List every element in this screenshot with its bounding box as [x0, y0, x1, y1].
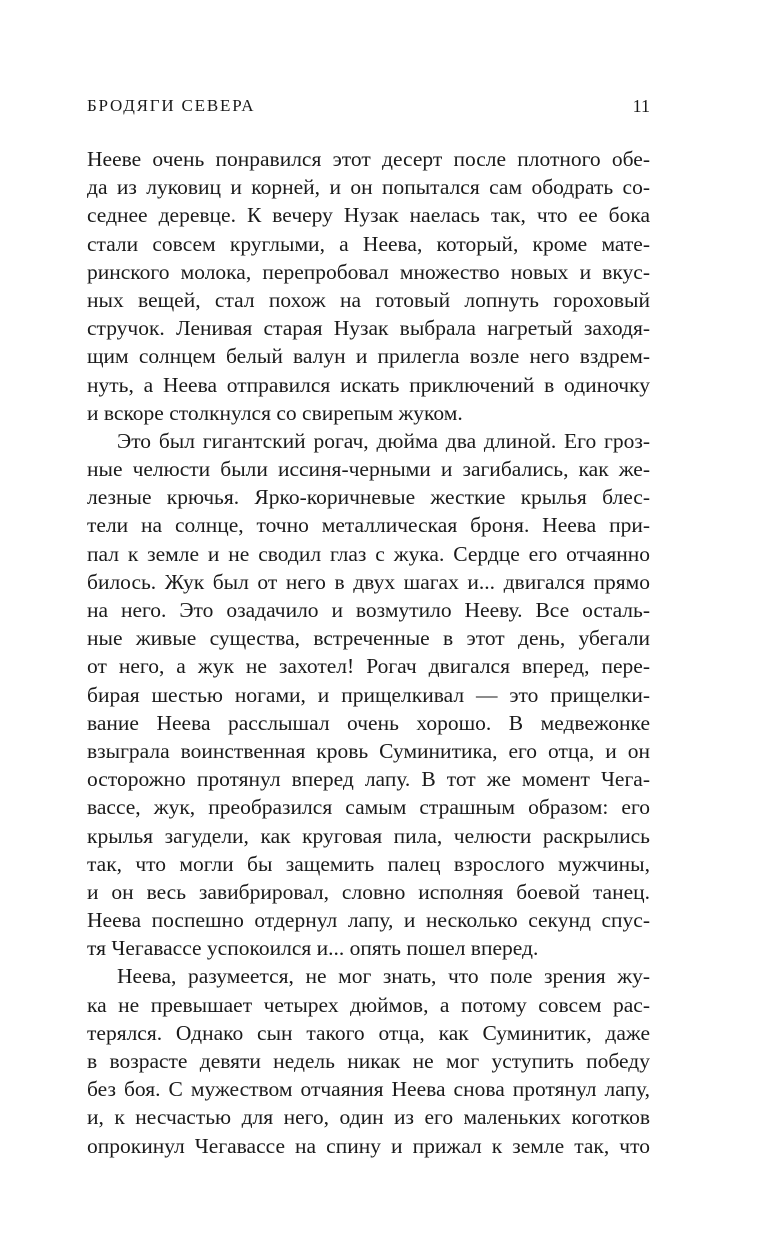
text-line: от него, а жук не захотел! Рогач двигался вперед, пере-	[87, 654, 650, 679]
text-line: стали совсем круглыми, а Неева, который, кроме мате-	[87, 231, 650, 256]
text-line: Это был гигантский рогач, дюйма два длиной. Его гроз-	[117, 428, 650, 453]
text-line: и он весь завибрировал, словно исполняя боевой танец.	[87, 879, 650, 904]
body-text	[87, 145, 650, 1160]
text-line: в возрасте девяти недель никак не мог уступить победу	[87, 1049, 650, 1073]
text-line: пал к земле и не сводил глаз с жука. Сердце его отчаянно	[87, 541, 650, 566]
text-line: седнее деревце. К вечеру Нузак наелась так, что ее бока	[87, 203, 650, 228]
paragraph	[87, 427, 650, 963]
text-line: так, что могли бы защемить палец взрослого мужчины,	[87, 851, 650, 876]
text-line: бирая шестью ногами, и прищелкивал — это прищелки-	[87, 682, 650, 707]
page-number: 11	[632, 96, 650, 116]
running-head	[87, 94, 650, 124]
text-line: нуть, а Неева отправился искать приключений в одиночку	[87, 372, 650, 397]
text-line: ных вещей, стал похож на готовый лопнуть гороховый	[87, 287, 650, 312]
text-line: осторожно протянул вперед лапу. В тот же момент Чега-	[87, 767, 650, 792]
text-line: ные живые существа, встреченные в этот день, убегали	[87, 626, 650, 651]
text-line: Неева, разумеется, не мог знать, что поле зрения жу-	[117, 964, 650, 989]
paragraph	[87, 962, 650, 1159]
text-line: ринского молока, перепробовал множество новых и вкус-	[87, 259, 650, 284]
text-line: Нееве очень понравился этот десерт после плотного обе-	[87, 147, 650, 171]
text-line: опрокинул Чегавассе на спину и прижал к земле так, что	[87, 1133, 650, 1158]
text-line: щим солнцем белый валун и прилегла возле него вздрем-	[87, 344, 650, 369]
text-line: крылья загудели, как круговая пила, челюсти раскрылись	[87, 823, 650, 848]
text-line: на него. Это озадачило и возмутило Нееву. Все осталь-	[87, 598, 650, 622]
text-line: лезные крючья. Ярко-коричневые жесткие крылья блес-	[87, 485, 650, 510]
text-line: ка не превышает четырех дюймов, а потому совсем рас-	[87, 992, 650, 1017]
text-line: да из луковиц и корней, и он попытался сам ободрать со-	[87, 175, 650, 200]
text-line: тели на солнце, точно металлическая броня. Неева при-	[87, 513, 650, 538]
text-line: без боя. С мужеством отчаяния Неева снова протянул лапу,	[87, 1077, 650, 1102]
text-line: ные челюсти были иссиня-черными и загибались, как же-	[87, 457, 650, 482]
text-line: и вскоре столкнулся со свирепым жуком.	[87, 400, 463, 425]
text-line: вание Неева расслышал очень хорошо. В медвежонке	[87, 710, 650, 735]
running-title: БРОДЯГИ СЕВЕРА	[87, 96, 256, 115]
text-line: взыграла воинственная кровь Суминитика, его отца, и он	[87, 738, 650, 763]
paragraph	[87, 145, 650, 427]
text-line: билось. Жук был от него в двух шагах и... двигался прямо	[87, 569, 650, 594]
text-line: тя Чегавассе успокоился и... опять пошел вперед.	[87, 936, 539, 961]
text-line: и, к несчастью для него, один из его маленьких коготков	[87, 1105, 650, 1130]
text-line: терялся. Однако сын такого отца, как Суминитик, даже	[87, 1020, 650, 1045]
text-line: вассе, жук, преобразился самым страшным образом: его	[87, 795, 650, 820]
text-line: Неева поспешно отдернул лапу, и несколько секунд спус-	[87, 908, 650, 933]
text-line: стручок. Ленивая старая Нузак выбрала нагретый заходя-	[87, 316, 650, 341]
